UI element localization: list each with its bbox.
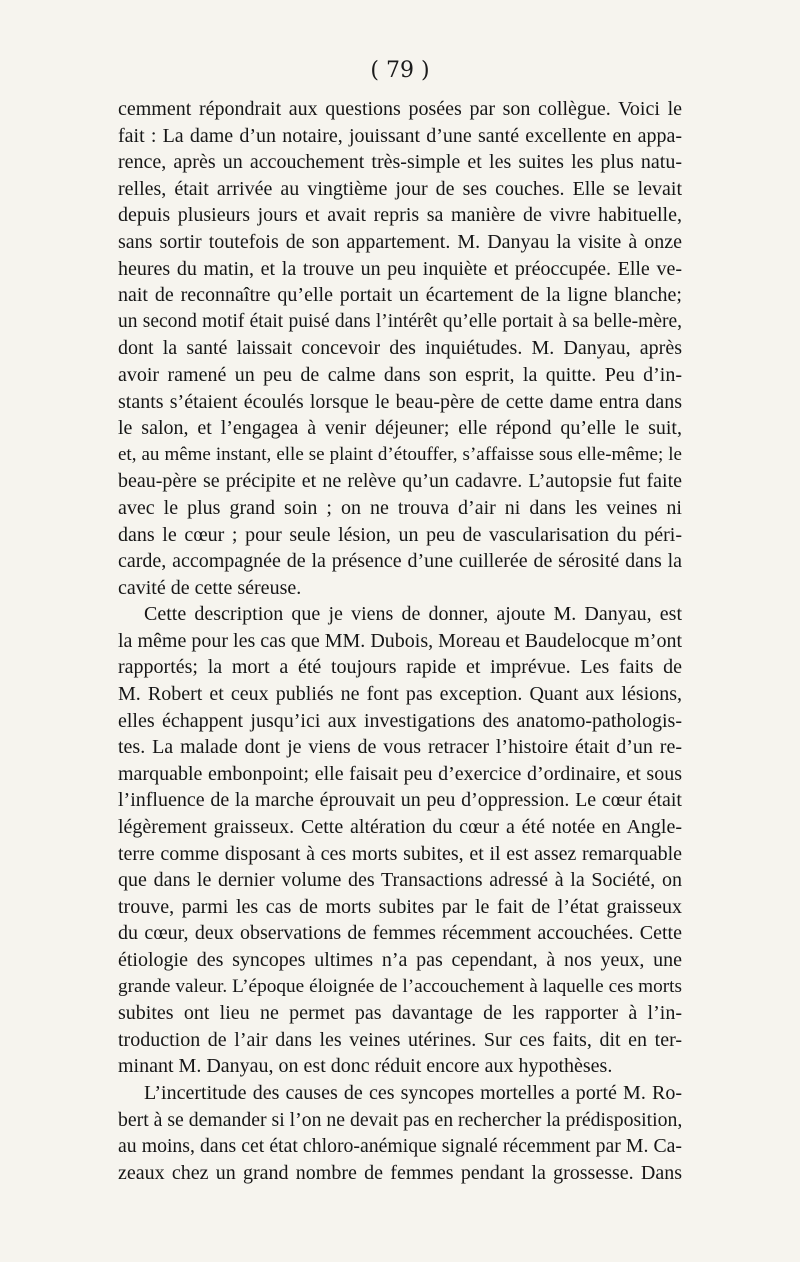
text-line: au moins, dans cet état chloro-anémique signalé récemment par M. Ca- [118, 1135, 682, 1158]
text-line: avec le plus grand soin ; on ne trouva d’air ni dans les veines ni [118, 496, 682, 519]
text-line: un second motif était puisé dans l’intérêt qu’elle portait à sa belle-mère, [118, 310, 682, 332]
text-line: dans le cœur ; pour seule lésion, un peu de vascularisation du péri- [118, 523, 682, 546]
text-line: trouve, parmi les cas de morts subites par le fait de l’état graisseux [118, 895, 682, 918]
text-line: Cette description que je viens de donner, ajoute M. Danyau, est [144, 603, 682, 626]
text-line: cavité de cette séreuse. [118, 576, 302, 599]
text-line: troduction de l’air dans les veines utérines. Sur ces faits, dit en ter- [118, 1028, 682, 1051]
text-line: tes. La malade dont je viens de vous retracer l’histoire était d’un re- [118, 736, 682, 759]
text-line: fait : La dame d’un notaire, jouissant d’une santé excellente en appa- [118, 124, 682, 147]
text-line: heures du matin, et la trouve un peu inquiète et préoccupée. Elle ve- [118, 257, 682, 280]
text-line: subites ont lieu ne permet pas davantage de les rapporter à l’in- [118, 1002, 682, 1025]
text-line: L’incertitude des causes de ces syncopes mortelles a porté M. Ro- [144, 1081, 682, 1104]
text-line: étiologie des syncopes ultimes n’a pas cependant, à nos yeux, une [118, 949, 682, 971]
text-line: zeaux chez un grand nombre de femmes pendant la grossesse. Dans [118, 1161, 682, 1184]
text-line: bert à se demander si l’on ne devait pas en rechercher la prédisposition, [118, 1108, 683, 1131]
text-line: le salon, et l’engagea à venir déjeuner; elle répond qu’elle le suit, [118, 417, 682, 440]
text-line: beau-père se précipite et ne relève qu’un cadavre. L’autopsie fut faite [118, 470, 682, 493]
text-line: et, au même instant, elle se plaint d’étouffer, s’affaisse sous elle-même; le [118, 443, 682, 465]
text-line: grande valeur. L’époque éloignée de l’accouchement à laquelle ces morts [118, 975, 682, 997]
text-line: nait de reconnaître qu’elle portait un écartement de la ligne blanche; [118, 284, 682, 307]
text-line: la même pour les cas que MM. Dubois, Moreau et Baudelocque m’ont [118, 629, 682, 652]
text-line: terre comme disposant à ces morts subites, et il est assez remarquable [118, 842, 682, 865]
body-text [118, 96, 682, 1186]
text-line: M. Robert et ceux publiés ne font pas exception. Quant aux lésions, [118, 683, 682, 706]
text-line: rapportés; la mort a été toujours rapide et imprévue. Les faits de [118, 656, 682, 679]
text-line: avoir ramené un peu de calme dans son esprit, la quitte. Peu d’in- [118, 363, 682, 386]
text-line: marquable embonpoint; elle faisait peu d’exercice d’ordinaire, et sous [118, 762, 682, 785]
text-line: rence, après un accouchement très-simple et les suites les plus natu- [118, 151, 682, 174]
text-line: cemment répondrait aux questions posées par son collègue. Voici le [118, 98, 682, 120]
text-line: carde, accompagnée de la présence d’une cuillerée de sérosité dans la [118, 550, 682, 573]
text-line: du cœur, deux observations de femmes récemment accouchées. Cette [118, 922, 682, 945]
text-line: légèrement graisseux. Cette altération du cœur a été notée en Angle- [118, 816, 682, 839]
text-line: depuis plusieurs jours et avait repris sa manière de vivre habituelle, [118, 204, 682, 227]
text-line: relles, était arrivée au vingtième jour de ses couches. Elle se levait [118, 177, 682, 200]
page-number: ( 79 ) [370, 58, 430, 83]
text-line: dont la santé laissait concevoir des inquiétudes. M. Danyau, après [118, 337, 682, 360]
text-line: sans sortir toutefois de son appartement. M. Danyau la visite à onze [118, 230, 682, 253]
text-line: minant M. Danyau, on est donc réduit encore aux hypothèses. [118, 1055, 613, 1078]
text-line: que dans le dernier volume des Transactions adressé à la Société, on [118, 869, 682, 892]
text-line: stants s’étaient écoulés lorsque le beau-père de cette dame entra dans [118, 390, 682, 413]
text-line: elles échappent jusqu’ici aux investigations des anatomo-pathologis- [118, 709, 682, 732]
text-line: l’influence de la marche éprouvait un peu d’oppression. Le cœur était [118, 789, 682, 812]
